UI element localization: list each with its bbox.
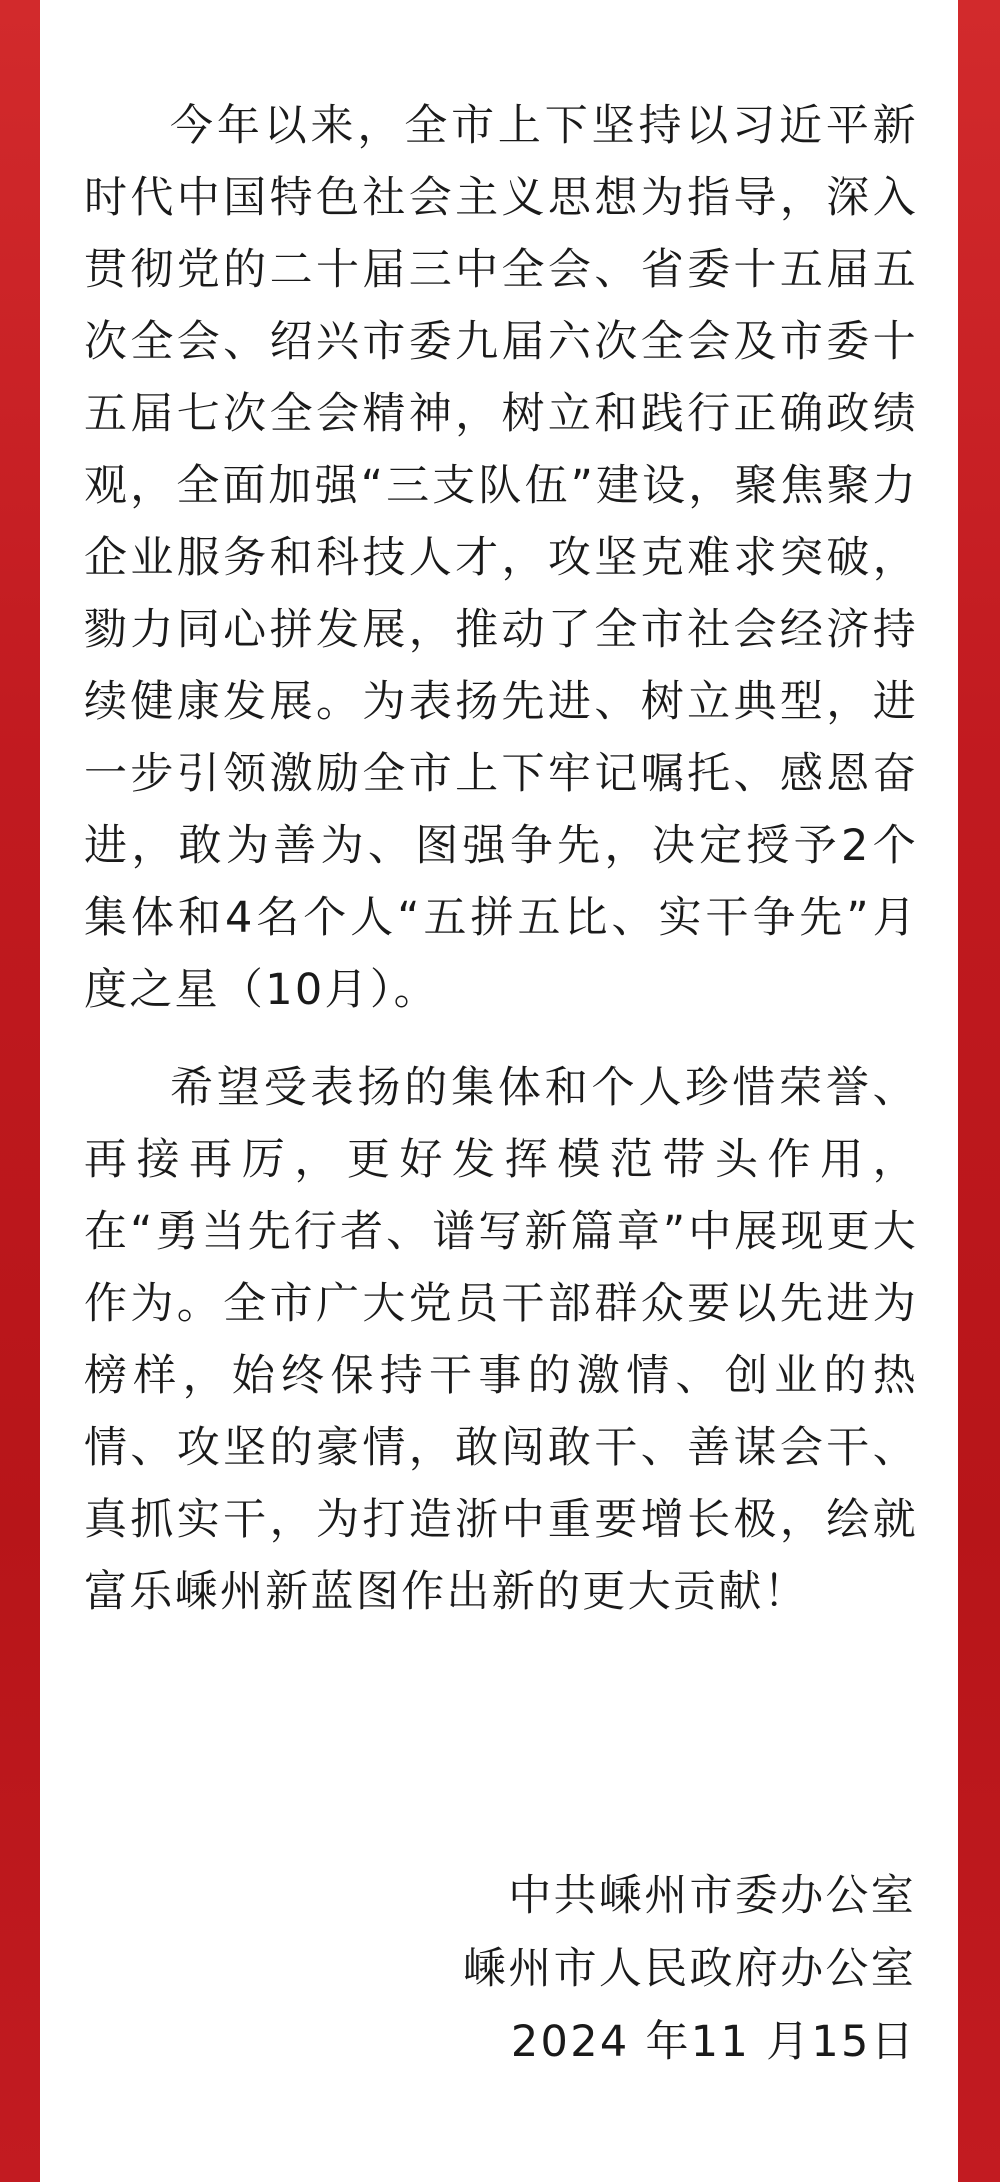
right-red-border [958,0,1000,2182]
paragraph-encouragement: 希望受表扬的集体和个人珍惜荣誉、再接再厉，更好发挥模范带头作用，在“勇当先行者、谱写新篇章”中展现更大作为。全市广大党员干部群众要以先进为榜样，始终保持干事的激情、创业的热情、攻坚的豪情，敢闯敢干、善谋会干、真抓实干，为打造浙中重要增长极，绘就富乐嵊州新蓝图作出新的更大贡献！ [84,1063,918,1617]
signature-block [463,1860,916,2079]
issue-date: 2024 年11 月15日 [510,2017,916,2067]
issuer-party-committee-office: 中共嵊州市委办公室 [508,1871,916,1921]
paragraph-commendation: 今年以来，全市上下坚持以习近平新时代中国特色社会主义思想为指导，深入贯彻党的二十届三中全会、省委十五届五次全会、绍兴市委九届六次全会及市委十五届七次全会精神，树立和践行正确政绩观，全面加强“三支队伍”建设，聚焦聚力企业服务和科技人才，攻坚克难求突破，勠力同心拼发展，推动了全市社会经济持续健康发展。为表扬先进、树立典型，进一步引领激励全市上下牢记嘱托、感恩奋进，敢为善为、图强争先，决定授予2个集体和4名个人“五拼五比、实干争先”月度之星（10月）。 [84,101,918,1015]
issuer-government-office: 嵊州市人民政府办公室 [463,1944,916,1994]
document-body [84,90,918,1628]
left-red-border [0,0,40,2182]
